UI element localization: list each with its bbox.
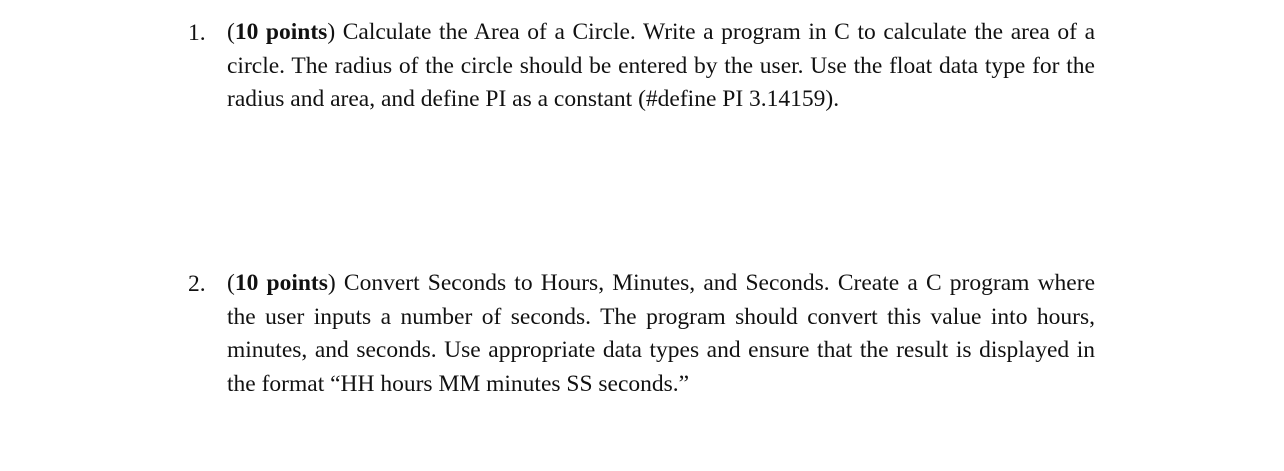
question-description: Convert Seconds to Hours, Minutes, and Seconds. Create a C program where the user inputs a number of seconds. The program should convert this value into hours, minutes, and seconds. Use appropriate data types and ensure that the result is displayed in the format “HH hours MM minutes SS seconds.” bbox=[227, 270, 1095, 397]
question-text bbox=[227, 16, 1095, 117]
points-close-paren: ) bbox=[327, 270, 336, 296]
question-description: Calculate the Area of a Circle. Write a program in C to calculate the area of a circle. The radius of the circle should be entered by the user. Use the float data type for the radius and area, and define PI as a constant (#define PI 3.14159). bbox=[227, 19, 1096, 112]
question-text bbox=[227, 267, 1095, 401]
question-number: 1. bbox=[188, 20, 206, 46]
points-label: 10 points bbox=[234, 19, 328, 45]
question-number: 2. bbox=[188, 271, 206, 297]
points-open-paren: ( bbox=[227, 270, 235, 296]
points-open-paren: ( bbox=[227, 19, 235, 45]
points-label: 10 points bbox=[234, 270, 328, 296]
points-close-paren: ) bbox=[327, 19, 336, 45]
